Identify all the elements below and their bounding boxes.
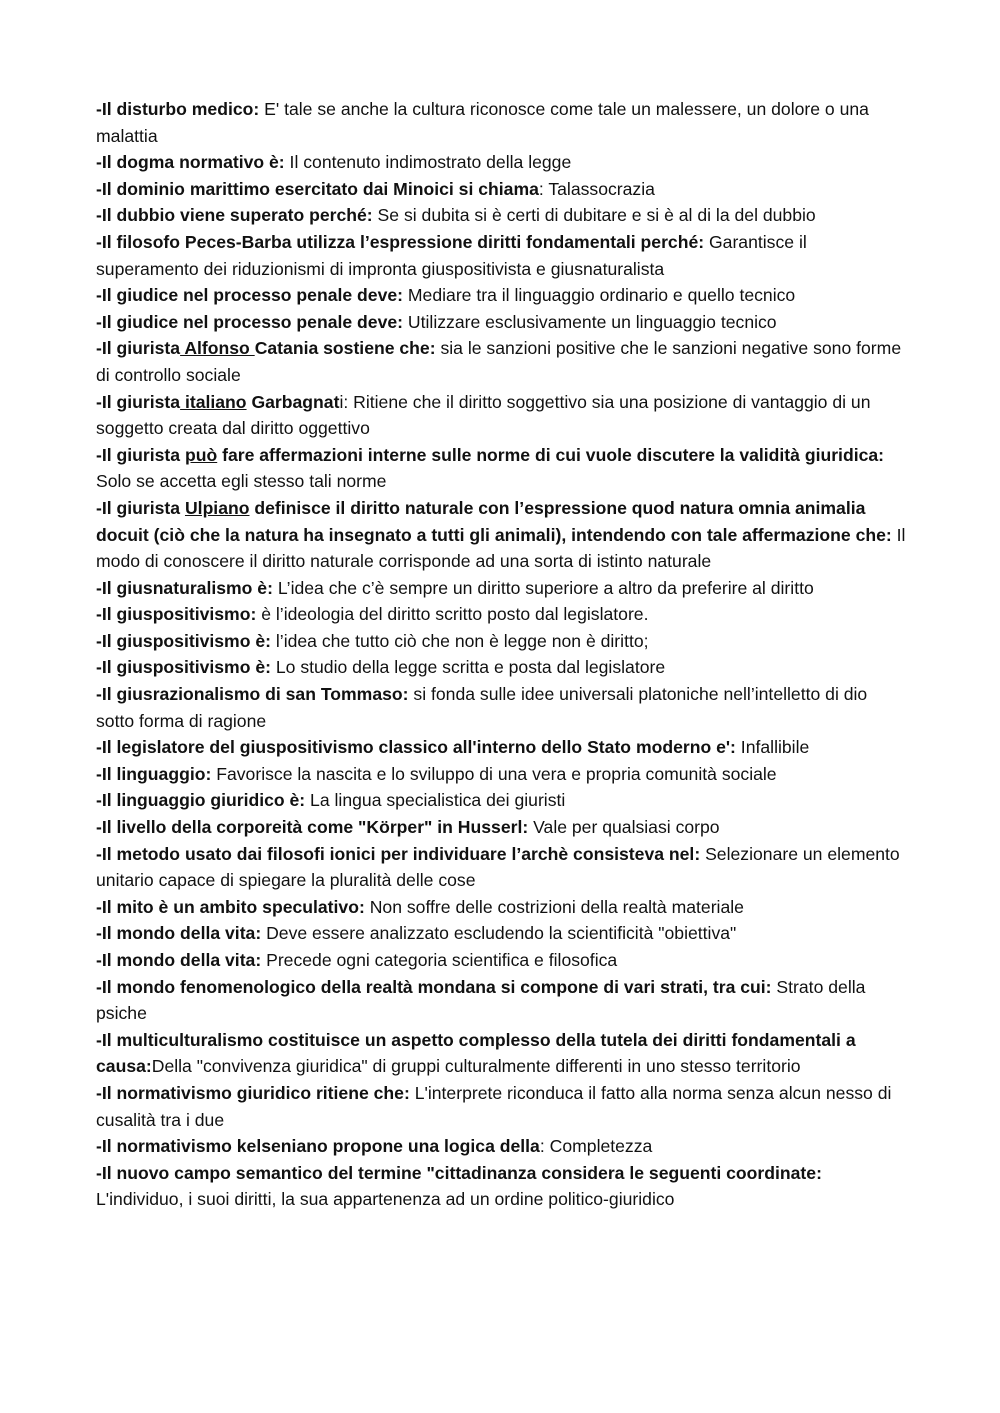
entry-answer: Della "convivenza giuridica" di gruppi culturalmente differenti in uno stesso territorio [151,1056,801,1077]
quiz-entry [96,495,908,575]
entry-question: -Il giuspositivismo: [96,604,257,625]
entry-question: -Il linguaggio giuridico è: [96,790,306,811]
underlined-term: Ulpiano [184,497,250,518]
entry-answer: Lo studio della legge scritta e posta dal legislatore [270,657,666,678]
entry-question: -Il mondo della vita: [96,923,262,944]
quiz-entry [96,442,908,495]
quiz-entry [96,974,908,1027]
entry-question: -Il multiculturalismo costituisce un aspetto complesso della tutela dei diritti fondamentali a causa: [96,1029,856,1077]
quiz-entry [96,202,908,229]
entry-question: -Il mondo fenomenologico della realtà mondana si compone di vari strati, tra cui: [96,976,772,997]
entry-question: -Il dubbio viene superato perché: [96,205,373,226]
quiz-entry [96,1160,908,1213]
quiz-entry [96,734,908,761]
underlined-term: può [184,444,218,465]
entry-answer: Vale per qualsiasi corpo [528,817,720,838]
entry-question: -Il giurista [96,497,185,518]
entry-question: -Il giusrazionalismo di san Tommaso: [96,684,409,705]
entry-answer: Strato della psiche [96,976,866,1024]
quiz-entry [96,1133,908,1160]
entry-answer: L'interprete riconduca il fatto alla norma senza alcun nesso di cusalità tra i due [96,1082,892,1130]
entry-answer: Infallibile [735,737,810,758]
quiz-entry [96,389,908,442]
entry-question-part [185,445,217,465]
entry-question: -Il linguaggio: [96,763,212,784]
entry-question: -Il mito è un ambito speculativo: [96,896,365,917]
entry-question: -Il dogma normativo è: [96,152,285,173]
quiz-entry [96,575,908,602]
quiz-entry [96,335,908,388]
entry-question: -Il giuspositivismo è: [96,630,271,651]
entry-answer: Utilizzare esclusivamente un linguaggio tecnico [403,311,777,332]
entry-answer: Favorisce la nascita e lo sviluppo di una vera e propria comunità sociale [211,763,777,784]
entry-question-part [185,498,250,518]
quiz-entry [96,841,908,894]
entry-question: -Il giuspositivismo è: [96,657,271,678]
entry-question: fare affermazioni interne sulle norme di cui vuole discutere la validità giuridica: [217,444,885,465]
quiz-entry [96,1027,908,1080]
entry-answer: Non soffre delle costrizioni della realtà materiale [364,896,744,917]
quiz-entry [96,601,908,628]
underlined-term: Alfonso [180,338,255,359]
entry-question: -Il dominio marittimo esercitato dai Minoici si chiama [96,178,539,199]
quiz-entry [96,787,908,814]
quiz-entry [96,920,908,947]
quiz-entry [96,814,908,841]
quiz-entry [96,947,908,974]
entry-answer: Mediare tra il linguaggio ordinario e quello tecnico [403,285,796,306]
quiz-entry [96,628,908,655]
entry-question: -Il giurista [96,444,185,465]
entry-question: -Il giudice nel processo penale deve: [96,311,404,332]
quiz-entry [96,176,908,203]
entry-question: -Il giudice nel processo penale deve: [96,285,404,306]
entry-answer: La lingua specialistica dei giuristi [305,790,566,811]
quiz-entry [96,309,908,336]
entry-question: -Il livello della corporeità come "Körper" in Husserl: [96,817,529,838]
entry-question: -Il mondo della vita: [96,950,262,970]
entry-question: -Il giusnaturalismo è: [96,577,273,598]
quiz-entry [96,681,908,734]
entry-answer: i: Ritiene che il diritto soggettivo sia una posizione di vantaggio di un soggetto creata dal diritto oggettivo [96,391,871,439]
entry-question-part [180,392,246,412]
entry-question: Catania sostiene che: [254,338,436,359]
quiz-entry [96,1080,908,1133]
entry-question: -Il giurista [96,338,181,359]
quiz-entry [96,149,908,176]
entry-question-part [180,338,255,358]
entry-answer: Precede ogni categoria scientifica e filosofica [261,950,618,970]
quiz-entry [96,654,908,681]
entry-answer: l’idea che tutto ciò che non è legge non è diritto; [270,630,649,651]
entry-answer: è l’ideologia del diritto scritto posto dal legislatore. [256,604,649,625]
entry-question: -Il filosofo Peces-Barba utilizza l’espressione diritti fondamentali perché: [96,231,705,252]
entry-answer: si fonda sulle idee universali platoniche nell’intelletto di dio sotto forma di ragione [96,684,868,731]
entry-question: -Il nuovo campo semantico del termine "cittadinanza considera le seguenti coordinate: [96,1162,822,1183]
underlined-term: italiano [180,391,247,412]
quiz-entry [96,229,908,282]
quiz-entry [96,96,908,149]
entry-question: -Il disturbo medico: [96,99,260,119]
document-page [96,96,908,1213]
entry-answer: Garantisce il superamento dei riduzionismi di impronta giuspositivista e giusnaturalista [96,231,807,279]
entry-question: -Il normativismo kelseniano propone una logica della [96,1136,540,1157]
quiz-entry [96,282,908,309]
entry-question: definisce il diritto naturale con l’espressione quod natura omnia animalia docuit (ciò che la natura ha insegnato a tutti gli animali), intendendo con tale affermazione che: [96,497,892,545]
entry-answer: L’idea che c’è sempre un diritto superiore a altro da preferire al diritto [272,577,814,598]
entry-question: -Il normativismo giuridico ritiene che: [96,1082,410,1103]
entry-answer: Selezionare un elemento unitario capace di spiegare la pluralità delle cose [96,843,900,891]
entry-question: -Il metodo usato dai filosofi ionici per individuare l’archè consisteva nel: [96,843,701,864]
entry-question: -Il giurista [96,391,181,412]
entry-answer: sia le sanzioni positive che le sanzioni negative sono forme di controllo sociale [96,338,902,385]
entry-answer: Deve essere analizzato escludendo la scientificità "obiettiva" [261,923,737,944]
entry-answer: Il modo di conoscere il diritto naturale corrisponde ad una sorta di istinto naturale [96,524,906,572]
entry-answer: E' tale se anche la cultura riconosce come tale un malessere, un dolore o una malattia [96,99,869,146]
entry-question: Garbagnat [246,391,340,412]
entry-answer: : Talassocrazia [538,178,655,199]
entry-answer: Il contenuto indimostrato della legge [284,152,572,173]
entry-answer: : Completezza [539,1136,653,1157]
entry-question: -Il legislatore del giuspositivismo classico all'interno dello Stato moderno e': [96,737,736,758]
quiz-entry [96,761,908,788]
entry-answer: Solo se accetta egli stesso tali norme [96,471,387,492]
quiz-entry [96,894,908,921]
entry-answer: L'individuo, i suoi diritti, la sua appartenenza ad un ordine politico-giuridico [96,1189,675,1210]
entry-answer: Se si dubita si è certi di dubitare e si è al di la del dubbio [372,205,816,226]
